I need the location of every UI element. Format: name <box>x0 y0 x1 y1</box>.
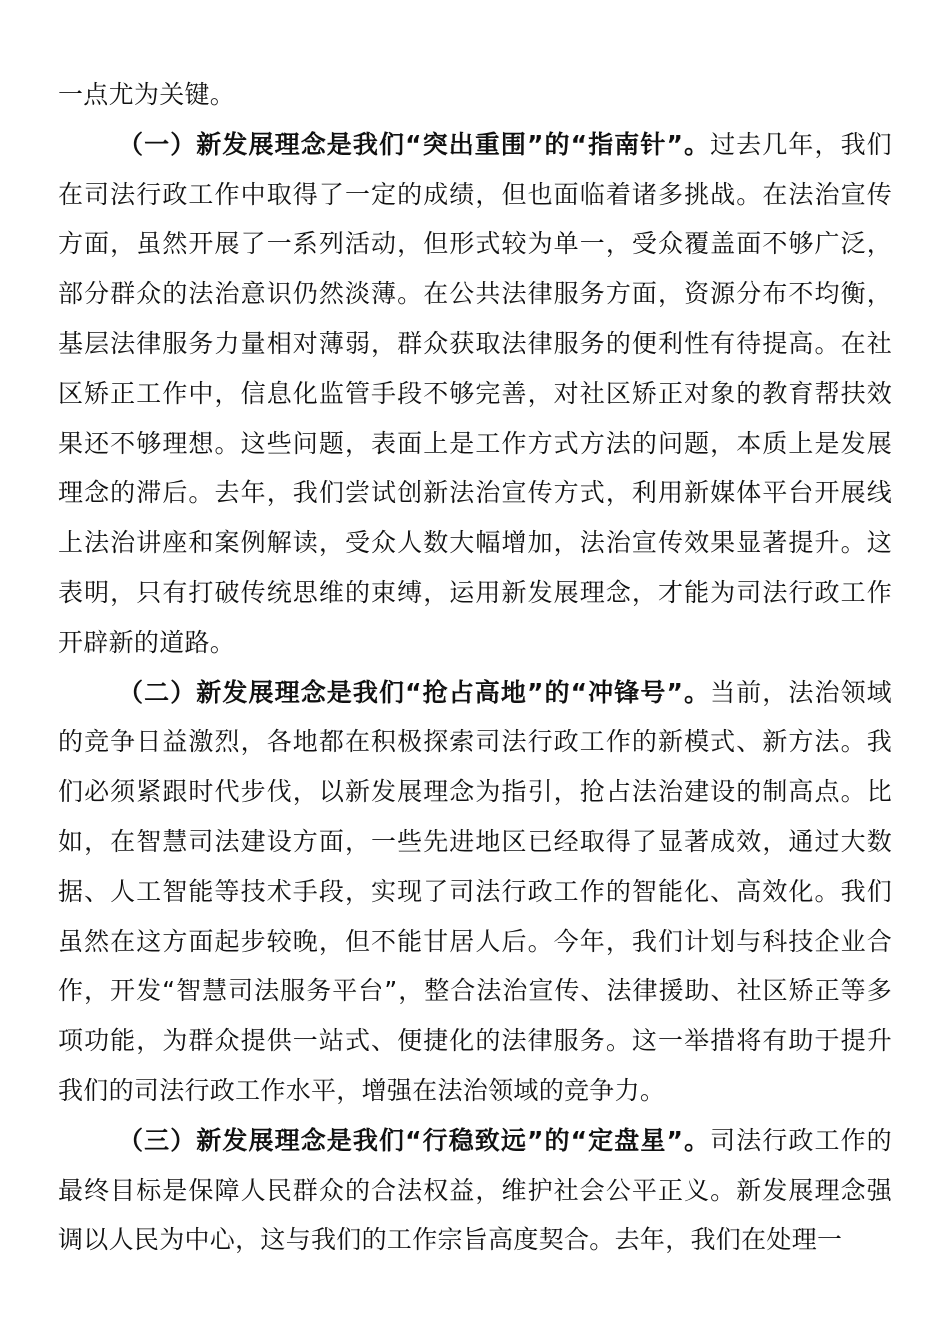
section-2-heading: （二）新发展理念是我们“抢占高地”的“冲锋号”。 <box>118 677 711 707</box>
section-3-body: 司法行政工作的最终目标是保障人民群众的合法权益，维护社会公平正义。新发展理念强调以人民为中心，这与我们的工作宗旨高度契合。去年，我们在处理一 <box>58 1125 892 1255</box>
section-1-paragraph <box>58 120 892 668</box>
section-2-body: 当前，法治领域的竞争日益激烈，各地都在积极探索司法行政工作的新模式、新方法。我们必须紧跟时代步伐，以新发展理念为指引，抢占法治建设的制高点。比如，在智慧司法建设方面，一些先进地区已经取得了显著成效，通过大数据、人工智能等技术手段，实现了司法行政工作的智能化、高效化。我们虽然在这方面起步较晚，但不能甘居人后。今年，我们计划与科技企业合作，开发“智慧司法服务平台”，整合法治宣传、法律援助、社区矫正等多项功能，为群众提供一站式、便捷化的法律服务。这一举措将有助于提升我们的司法行政工作水平，增强在法治领域的竞争力。 <box>58 677 892 1105</box>
section-3-paragraph <box>58 1116 892 1265</box>
section-2-paragraph <box>58 668 892 1116</box>
section-1-heading: （一）新发展理念是我们“突出重围”的“指南针”。 <box>118 129 711 159</box>
continuation-paragraph: 一点尤为关键。 <box>58 80 236 109</box>
section-3-heading: （三）新发展理念是我们“行稳致远”的“定盘星”。 <box>118 1125 711 1155</box>
section-1-body: 过去几年，我们在司法行政工作中取得了一定的成绩，但也面临着诸多挑战。在法治宣传方面，虽然开展了一系列活动，但形式较为单一，受众覆盖面不够广泛，部分群众的法治意识仍然淡薄。在公共法律服务方面，资源分布不均衡，基层法律服务力量相对薄弱，群众获取法律服务的便利性有待提高。在社区矫正工作中，信息化监管手段不够完善，对社区矫正对象的教育帮扶效果还不够理想。这些问题，表面上是工作方式方法的问题，本质上是发展理念的滞后。去年，我们尝试创新法治宣传方式，利用新媒体平台开展线上法治讲座和案例解读，受众人数大幅增加，法治宣传效果显著提升。这表明，只有打破传统思维的束缚，运用新发展理念，才能为司法行政工作开辟新的道路。 <box>58 129 892 657</box>
